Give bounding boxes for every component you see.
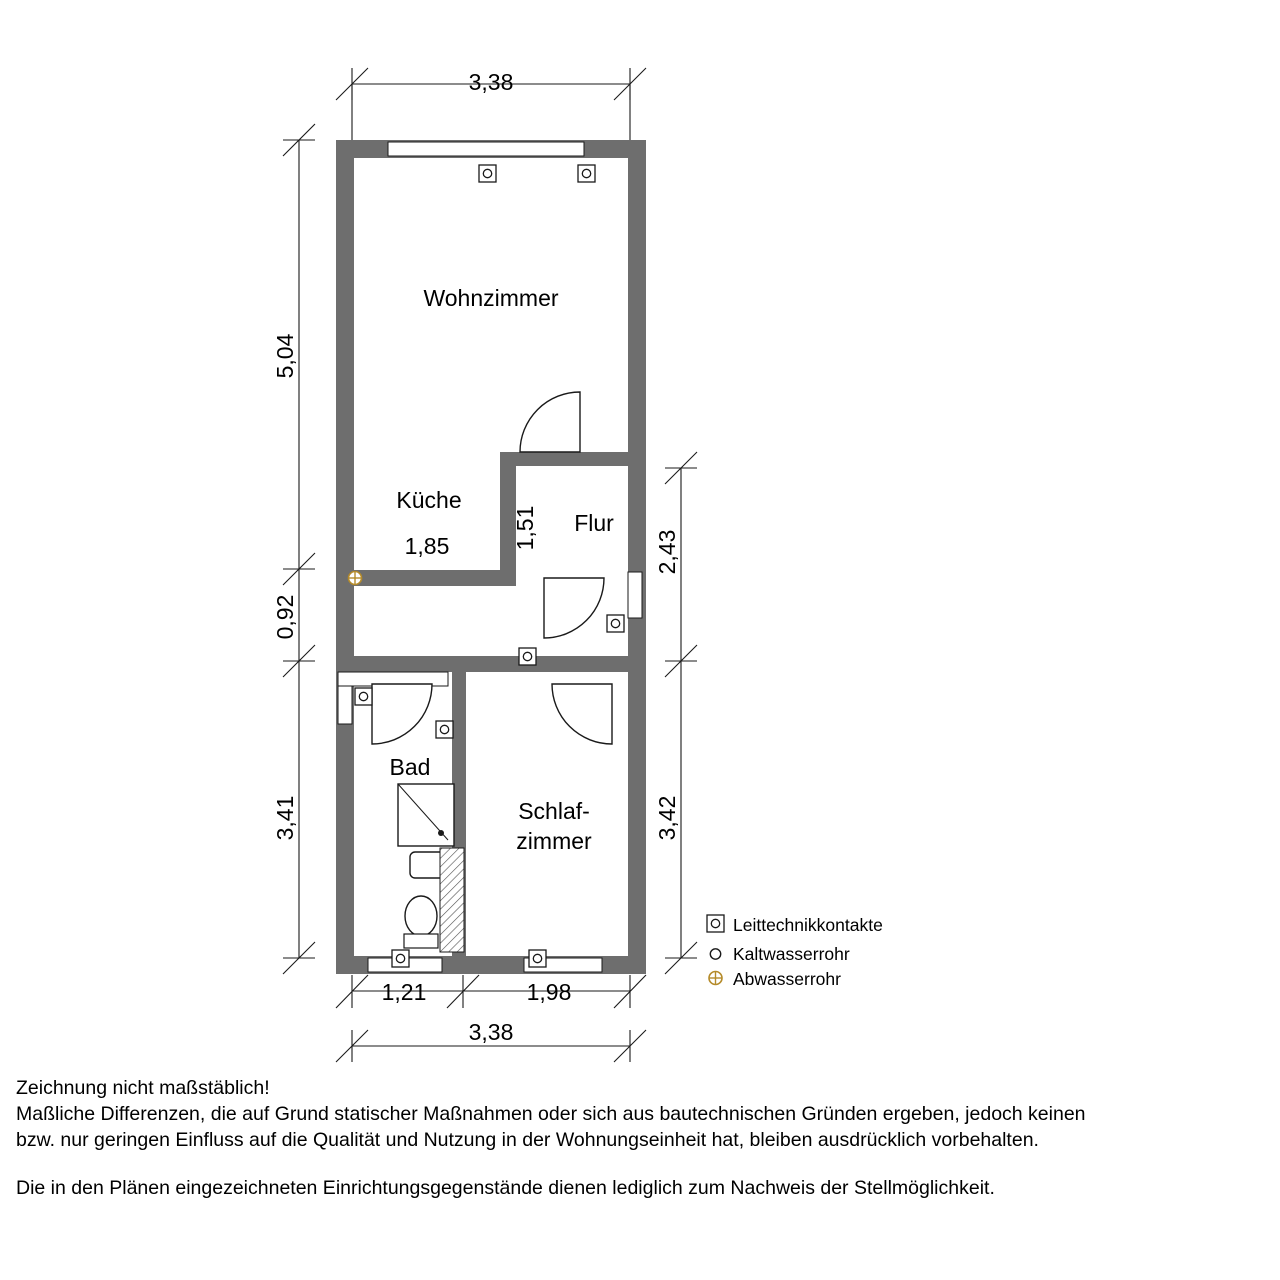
legend-symbols	[707, 915, 724, 985]
dimension-bedroom-width: 1,98	[526, 979, 572, 1005]
dimension-top-overall: 3,38	[468, 69, 514, 95]
room-label-wohnzimmer: Wohnzimmer	[423, 285, 559, 311]
note-line-1: Zeichnung nicht maßstäblich!	[16, 1077, 270, 1099]
room-label-schlafzimmer-line1: Schlaf-	[518, 798, 590, 824]
note-line-3: bzw. nur geringen Einfluss auf die Qualität und Nutzung in der Wohnungseinheit hat, bleiben ausdrücklich vorbehalten.	[16, 1129, 1039, 1151]
dimension-left	[283, 124, 315, 974]
dimension-hall-width: 1,51	[512, 505, 538, 551]
note-spacer	[16, 1153, 1266, 1175]
room-label-schlafzimmer-line2: zimmer	[516, 828, 592, 854]
dimension-left-upper: 5,04	[272, 333, 298, 379]
dimension-right-upper: 2,43	[654, 529, 680, 575]
dimension-right-lower: 3,42	[654, 795, 680, 841]
walls	[336, 140, 646, 974]
dimension-bottom-overall: 3,38	[468, 1019, 514, 1045]
legend-label-kaltwasserrohr: Kaltwasserrohr	[733, 944, 850, 964]
abwasserrohr-symbol-plan	[349, 572, 362, 585]
bathroom-fixtures	[398, 784, 464, 952]
disclaimer-notes	[16, 1075, 1266, 1201]
room-label-bad: Bad	[389, 754, 431, 780]
dimension-kitchen-width: 1,85	[404, 533, 450, 559]
legend-label-abwasserrohr: Abwasserrohr	[733, 969, 841, 989]
legend-label-leittechnikkontakte: Leittechnikkontakte	[733, 915, 883, 935]
windows	[338, 142, 642, 972]
room-label-flur: Flur	[574, 510, 614, 536]
dimension-bath-width: 1,21	[381, 979, 427, 1005]
note-line-2: Maßliche Differenzen, die auf Grund statischer Maßnahmen oder sich aus bautechnischen Gründen ergeben, jedoch keinen	[16, 1103, 1086, 1125]
room-label-kueche: Küche	[396, 487, 462, 513]
dimension-left-middle: 0,92	[272, 594, 298, 640]
note-line-4: Die in den Plänen eingezeichneten Einrichtungsgegenstände dienen lediglich zum Nachweis der Stellmöglichkeit.	[16, 1177, 995, 1199]
dimension-left-lower: 3,41	[272, 795, 298, 841]
